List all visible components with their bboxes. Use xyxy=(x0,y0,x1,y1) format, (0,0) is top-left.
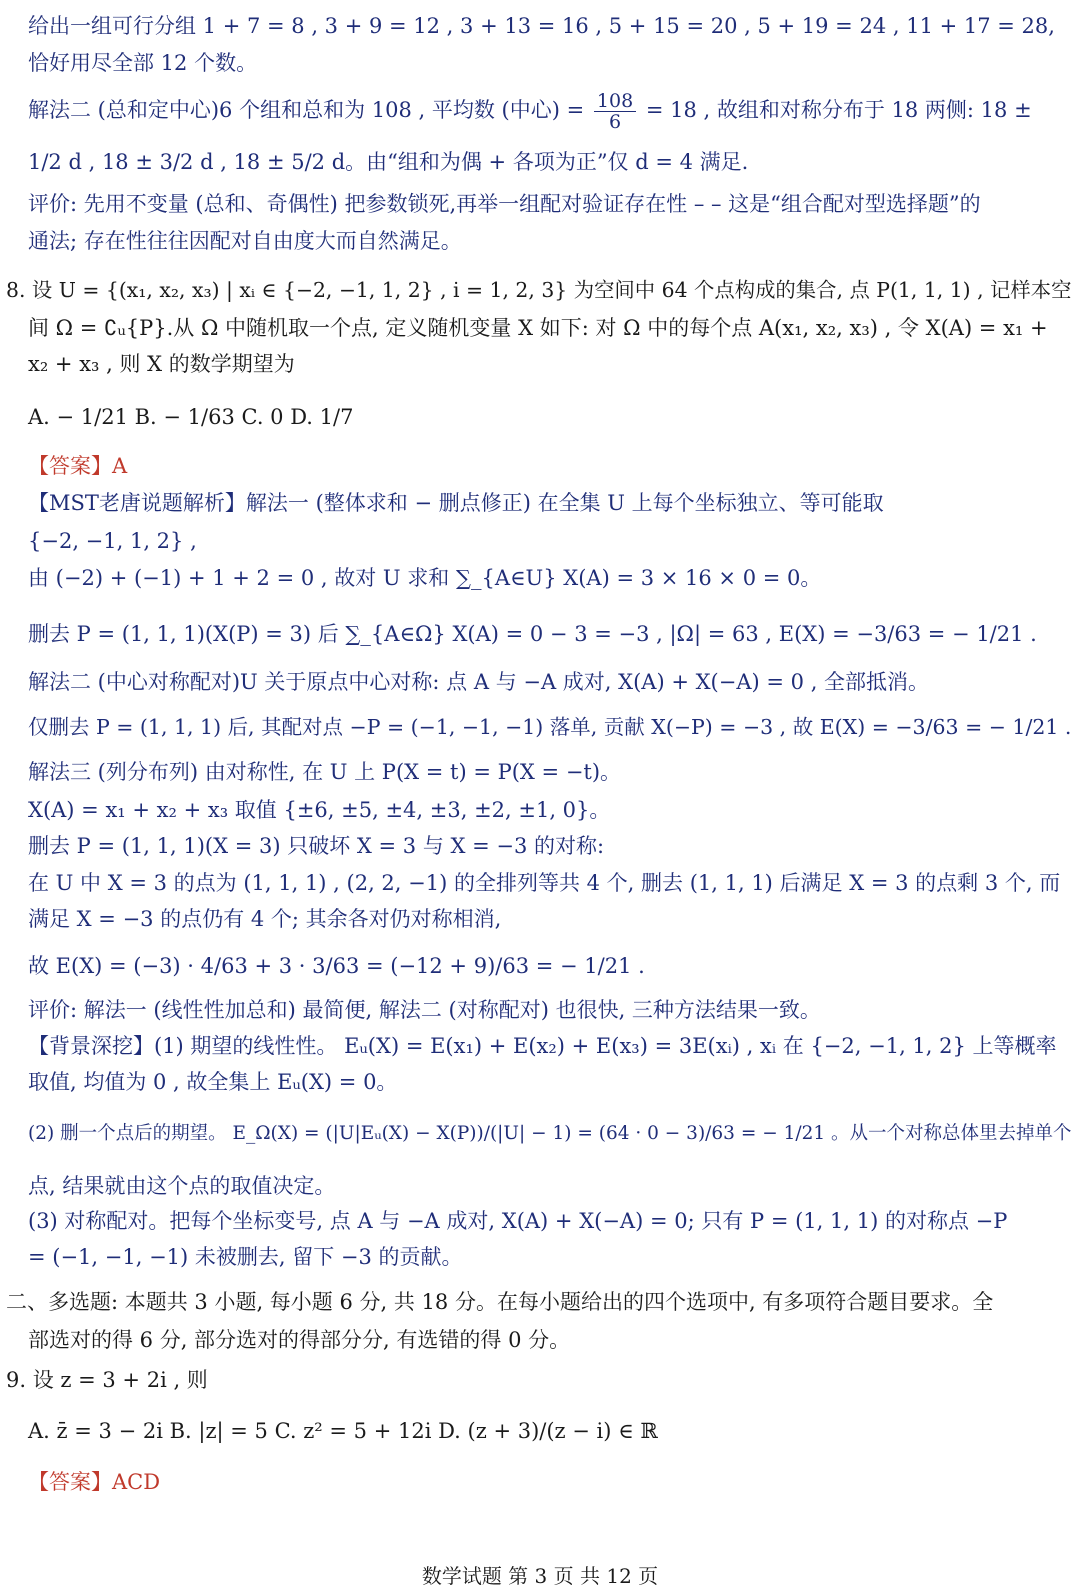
text-line: X(A) = x₁ + x₂ + x₃ 取值 {±6, ±5, ±4, ±3, ±2, ±1, 0}。 xyxy=(28,798,611,822)
text-line: 删去 P = (1, 1, 1)(X = 3) 只破坏 X = 3 与 X = −3 的对称: xyxy=(28,834,605,858)
answer-options: A. z̄ = 3 − 2i B. |z| = 5 C. z² = 5 + 12i D. (z + 3)/(z − i) ∈ ℝ xyxy=(28,1419,658,1443)
text-line: 故 E(X) = (−3) · 4/63 + 3 · 3/63 = (−12 + 9)/63 = − 1/21 . xyxy=(28,954,645,978)
text-line: 部选对的得 6 分, 部分选对的得部分分, 有选错的得 0 分。 xyxy=(28,1328,571,1352)
page-footer: 数学试题 第 3 页 共 12 页 xyxy=(421,1564,659,1588)
text-line: 间 Ω = ∁ᵤ{P}.从 Ω 中随机取一个点, 定义随机变量 X 如下: 对 Ω 中的每个点 A(x₁, x₂, x₃) , 令 X(A) = x₁ + xyxy=(28,316,1048,340)
text-line: 在 U 中 X = 3 的点为 (1, 1, 1) , (2, 2, −1) 的全排列等共 4 个, 删去 (1, 1, 1) 后满足 X = 3 的点剩 3 个, 而 xyxy=(28,871,1061,895)
text-line: 通法; 存在性往往因配对自由度大而自然满足。 xyxy=(28,229,462,253)
text-line: 给出一组可行分组 1 + 7 = 8 , 3 + 9 = 12 , 3 + 13 = 16 , 5 + 15 = 20 , 5 + 19 = 24 , 11 + 17 = 28, xyxy=(28,14,1055,38)
text-line: 恰好用尽全部 12 个数。 xyxy=(28,51,258,75)
fraction: $\frac{108}{6}$ xyxy=(594,91,636,132)
text-line: 仅删去 P = (1, 1, 1) 后, 其配对点 −P = (−1, −1, −1) 落单, 贡献 X(−P) = −3 , 故 E(X) = −3/63 = − 1/21 . xyxy=(28,715,1072,739)
text-line: (2) 删一个点后的期望。 E_Ω(X) = (|U|Eᵤ(X) − X(P))/(|U| − 1) = (64 · 0 − 3)/63 = − 1/21 。从一个对称总体里去掉单个 xyxy=(28,1123,1072,1144)
text-line: 1/2 d , 18 ± 3/2 d , 18 ± 5/2 d。由“组和为偶 + 各项为正”仅 d = 4 满足. xyxy=(28,150,749,174)
question-9: 9. 设 z = 3 + 2i , 则 xyxy=(6,1368,208,1392)
text-line: {−2, −1, 1, 2} , xyxy=(28,529,197,553)
section-heading: 二、多选题: 本题共 3 小题, 每小题 6 分, 共 18 分。在每小题给出的四个选项中, 有多项符合题目要求。全 xyxy=(6,1290,994,1314)
text-line: 解法二 (中心对称配对)U 关于原点中心对称: 点 A 与 −A 成对, X(A) + X(−A) = 0 , 全部抵消。 xyxy=(28,670,930,694)
text-line: 由 (−2) + (−1) + 1 + 2 = 0 , 故对 U 求和 ∑_{A∈U} X(A) = 3 × 16 × 0 = 0。 xyxy=(28,566,822,590)
text-line: 【背景深挖】(1) 期望的线性性。 Eᵤ(X) = E(x₁) + E(x₂) + E(x₃) = 3E(xᵢ) , xᵢ 在 {−2, −1, 1, 2} 上等概率 xyxy=(28,1034,1057,1058)
text-line: 评价: 先用不变量 (总和、奇偶性) 把参数锁死,再举一组配对验证存在性 – – 这是“组合配对型选择题”的 xyxy=(28,192,981,216)
text-line: 评价: 解法一 (线性性加总和) 最简便, 解法二 (对称配对) 也很快, 三种方法结果一致。 xyxy=(28,998,821,1022)
answer-label: 【答案】ACD xyxy=(28,1470,161,1494)
text-line: x₂ + x₃ , 则 X 的数学期望为 xyxy=(28,352,295,376)
text-line: (3) 对称配对。把每个坐标变号, 点 A 与 −A 成对, X(A) + X(−A) = 0; 只有 P = (1, 1, 1) 的对称点 −P xyxy=(28,1209,1008,1233)
text-line: = (−1, −1, −1) 未被删去, 留下 −3 的贡献。 xyxy=(28,1245,463,1269)
text-line: 解法三 (列分布列) 由对称性, 在 U 上 P(X = t) = P(X = −t)。 xyxy=(28,760,622,784)
text-line: 取值, 均值为 0 , 故全集上 Eᵤ(X) = 0。 xyxy=(28,1070,398,1094)
text-line: 删去 P = (1, 1, 1)(X(P) = 3) 后 ∑_{A∈Ω} X(A) = 0 − 3 = −3 , |Ω| = 63 , E(X) = −3/63 = − 1/21 . xyxy=(28,622,1037,646)
text-line: 解法二 (总和定中心)6 个组和总和为 108 , 平均数 (中心) = $\frac{108}{6}$ = 18 , 故组和对称分布于 18 两侧: 18 ± xyxy=(28,90,1032,133)
text-line: 满足 X = −3 的点仍有 4 个; 其余各对仍对称相消, xyxy=(28,907,502,931)
question-8: 8. 设 U = {(x₁, x₂, x₃) | xᵢ ∈ {−2, −1, 1, 2} , i = 1, 2, 3} 为空间中 64 个点构成的集合, 点 P(1, 1, 1) , 记样本空 xyxy=(6,278,1072,302)
text-line: 【MST老唐说题解析】解法一 (整体求和 − 删点修正) 在全集 U 上每个坐标独立、等可能取 xyxy=(28,491,884,515)
answer-options: A. − 1/21 B. − 1/63 C. 0 D. 1/7 xyxy=(28,405,354,429)
answer-label: 【答案】A xyxy=(28,454,128,478)
text-line: 点, 结果就由这个点的取值决定。 xyxy=(28,1174,336,1198)
